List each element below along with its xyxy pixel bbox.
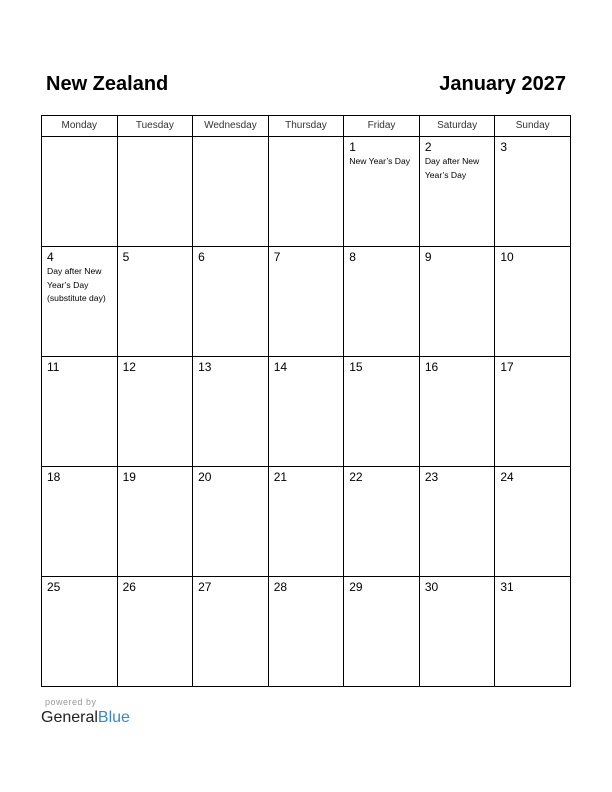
day-cell [42,247,118,357]
day-cell [42,467,118,577]
day-number: 9 [424,250,432,264]
day-number: 7 [273,250,281,264]
day-number: 21 [273,470,288,484]
day-number: 24 [500,470,514,484]
weekday-header: Tuesday [117,116,193,137]
day-cell [419,467,495,577]
day-cell [495,137,571,247]
powered-by-label: powered by [45,697,97,707]
day-cell [344,247,420,357]
weekday-header: Monday [42,116,118,137]
day-cell [117,357,193,467]
day-number: 2 [424,140,432,154]
day-number: 17 [500,360,514,374]
day-number: 31 [500,580,514,594]
day-cell [344,467,420,577]
day-number: 14 [273,360,288,374]
day-cell [117,137,193,247]
holiday-label: Day after New Year’s Day [424,156,480,180]
day-number: 20 [198,470,212,484]
day-number: 19 [122,470,136,484]
day-cell [419,577,495,687]
month-title: January 2027 [439,73,566,95]
day-number: 10 [500,250,514,264]
day-number: 3 [500,140,508,154]
day-cell [268,137,344,247]
day-cell [419,247,495,357]
day-cell [495,577,571,687]
day-cell [268,577,344,687]
day-cell [193,137,269,247]
day-cell [495,247,571,357]
day-number: 5 [122,250,130,264]
day-cell [344,137,420,247]
week-row [42,247,571,357]
day-number: 8 [349,250,356,264]
week-row [42,467,571,577]
day-number: 15 [349,360,363,374]
day-cell [193,577,269,687]
day-number: 27 [198,580,212,594]
holiday-label: Day after New Year’s Day (substitute day) [47,266,106,303]
day-number: 29 [349,580,363,594]
week-row [42,577,571,687]
day-number: 28 [273,580,288,594]
day-cell [42,137,118,247]
day-cell [419,137,495,247]
generalblue-logo[interactable] [41,708,130,728]
day-cell [193,247,269,357]
day-cell [193,357,269,467]
weekday-header: Thursday [268,116,344,137]
day-cell [495,357,571,467]
day-cell [268,467,344,577]
day-cell [344,577,420,687]
day-number: 4 [47,250,54,264]
day-cell [344,357,420,467]
day-number: 6 [198,250,205,264]
day-number: 1 [349,140,356,154]
weekday-header: Friday [344,116,420,137]
day-cell [495,467,571,577]
day-cell [268,247,344,357]
day-number: 11 [47,360,60,374]
day-cell [193,467,269,577]
day-number: 16 [424,360,439,374]
day-cell [419,357,495,467]
calendar-grid [41,115,571,687]
weekday-header: Sunday [495,116,571,137]
day-number: 18 [47,470,61,484]
day-number: 25 [47,580,61,594]
day-number: 13 [198,360,212,374]
holiday-label: New Year’s Day [349,156,411,166]
day-number: 12 [122,360,136,374]
week-row [42,357,571,467]
day-number: 30 [424,580,439,594]
day-number: 23 [424,470,439,484]
weekday-header: Wednesday [193,116,269,137]
weekday-header: Saturday [419,116,495,137]
day-cell [42,577,118,687]
day-cell [268,357,344,467]
country-title: New Zealand [46,73,169,95]
logo-text-blue: Blue [97,709,130,726]
day-cell [117,577,193,687]
week-row [42,137,571,247]
day-cell [117,467,193,577]
day-cell [117,247,193,357]
day-number: 22 [349,470,363,484]
logo-text-general: General [41,709,98,726]
day-cell [42,357,118,467]
weekday-header-row [42,116,571,137]
day-number: 26 [122,580,136,594]
